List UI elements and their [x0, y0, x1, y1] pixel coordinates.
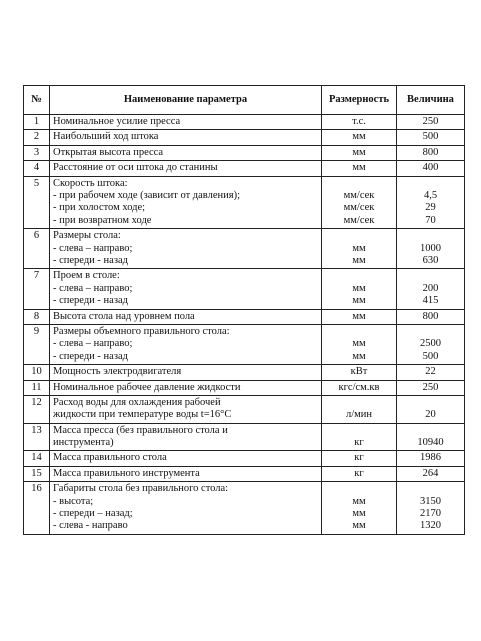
value-line: 4,5 — [423, 190, 438, 202]
unit-cell — [322, 229, 397, 269]
table-row — [24, 466, 465, 481]
value-line: 500 — [422, 131, 439, 143]
unit-line: кВт — [350, 366, 368, 378]
parameter-name-line: Масса пресса (без правильного стола и — [53, 424, 228, 436]
parameter-name-line: Номинальное усилие пресса — [53, 116, 181, 127]
unit-cell — [322, 309, 397, 324]
parameter-name-line: - при холостом ходе; — [53, 202, 146, 214]
table-row — [24, 229, 465, 269]
unit-line: мм — [352, 310, 366, 322]
parameter-name-cell — [50, 482, 322, 535]
row-number: 3 — [24, 145, 50, 160]
table-row — [24, 176, 465, 229]
table-row — [24, 115, 465, 130]
parameter-name-line: жидкости при температуре воды t=16°С — [53, 409, 232, 421]
value-line: 250 — [422, 116, 439, 127]
row-number: 8 — [24, 309, 50, 324]
value-cell — [397, 324, 465, 364]
parameter-name-line: Открытая высота пресса — [53, 146, 164, 158]
value-line: 415 — [422, 295, 439, 307]
value-line: 500 — [422, 350, 439, 362]
table-row — [24, 395, 465, 423]
table-row — [24, 423, 465, 451]
parameter-name-line: - слева – направо; — [53, 242, 133, 254]
parameter-name-line: Расход воды для охлаждения рабочей — [53, 396, 221, 408]
parameter-name-line: Наибольший ход штока — [53, 131, 159, 143]
value-cell — [397, 451, 465, 466]
value-cell — [397, 269, 465, 309]
value-line: 3150 — [420, 495, 441, 507]
parameter-name-line: - спереди – назад; — [53, 508, 133, 520]
unit-line — [325, 230, 393, 242]
unit-line: мм — [352, 295, 366, 307]
value-line: 630 — [422, 254, 439, 266]
value-line — [400, 230, 461, 242]
unit-line: мм — [352, 146, 366, 158]
header-parameter-name: Наименование параметра — [50, 86, 322, 115]
value-cell — [397, 380, 465, 395]
unit-cell — [322, 466, 397, 481]
row-number: 14 — [24, 451, 50, 466]
parameter-name-line: Масса правильного стола — [53, 452, 167, 464]
header-unit: Размерность — [322, 86, 397, 115]
value-line: 20 — [425, 409, 436, 421]
unit-cell — [322, 423, 397, 451]
parameter-name-cell — [50, 451, 322, 466]
value-cell — [397, 130, 465, 145]
parameter-name-line: - слева - направо — [53, 520, 128, 532]
parameter-name-cell — [50, 229, 322, 269]
row-number: 10 — [24, 365, 50, 380]
table-row — [24, 380, 465, 395]
value-line — [400, 483, 461, 495]
value-cell — [397, 229, 465, 269]
parameter-name-line: Расстояние от оси штока до станины — [53, 162, 218, 174]
parameter-name-line: Скорость штока: — [53, 177, 128, 189]
row-number: 5 — [24, 176, 50, 229]
header-value: Величина — [397, 86, 465, 115]
parameter-name-line: Мощность электродвигателя — [53, 366, 182, 378]
row-number: 16 — [24, 482, 50, 535]
unit-cell — [322, 145, 397, 160]
value-cell — [397, 482, 465, 535]
value-cell — [397, 423, 465, 451]
parameter-name-cell — [50, 161, 322, 176]
parameter-name-line: Номинальное рабочее давление жидкости — [53, 381, 241, 393]
table-body — [24, 115, 465, 535]
header-number: № — [24, 86, 50, 115]
parameter-name-line: Размеры объемного правильного стола: — [53, 325, 230, 337]
table-row — [24, 482, 465, 535]
value-cell — [397, 395, 465, 423]
row-number: 6 — [24, 229, 50, 269]
parameter-name-cell — [50, 423, 322, 451]
value-line: 1000 — [420, 242, 441, 254]
value-line — [400, 178, 461, 190]
value-cell — [397, 466, 465, 481]
row-number: 7 — [24, 269, 50, 309]
parameter-name-cell — [50, 466, 322, 481]
value-cell — [397, 145, 465, 160]
value-line — [400, 270, 461, 282]
table-header-row — [24, 86, 465, 115]
unit-cell — [322, 395, 397, 423]
parameter-name-cell — [50, 365, 322, 380]
unit-line — [325, 326, 393, 338]
unit-line: мм — [352, 162, 366, 174]
row-number: 4 — [24, 161, 50, 176]
value-cell — [397, 161, 465, 176]
parameter-name-line: Размеры стола: — [53, 230, 121, 242]
value-cell — [397, 115, 465, 130]
unit-line — [325, 397, 393, 409]
unit-cell — [322, 365, 397, 380]
parameter-name-cell — [50, 115, 322, 130]
row-number: 2 — [24, 130, 50, 145]
value-line — [400, 326, 461, 338]
value-line — [400, 425, 461, 437]
unit-line — [325, 270, 393, 282]
row-number: 15 — [24, 466, 50, 481]
parameter-name-cell — [50, 395, 322, 423]
unit-line: мм — [352, 242, 366, 254]
value-line: 29 — [425, 202, 436, 214]
unit-line: т.с. — [352, 116, 366, 127]
unit-line: мм — [352, 282, 366, 294]
row-number: 1 — [24, 115, 50, 130]
parameter-name-cell — [50, 269, 322, 309]
unit-line: мм — [352, 350, 366, 362]
parameters-table — [23, 85, 465, 535]
parameter-name-line: Габариты стола без правильного стола: — [53, 483, 229, 495]
unit-cell — [322, 115, 397, 130]
value-line: 2170 — [420, 508, 441, 520]
table-row — [24, 269, 465, 309]
parameter-name-line: - слева – направо; — [53, 338, 133, 350]
unit-line: мм/сек — [343, 214, 375, 226]
unit-cell — [322, 161, 397, 176]
value-line: 200 — [422, 282, 439, 294]
row-number: 13 — [24, 423, 50, 451]
parameter-name-cell — [50, 380, 322, 395]
value-line: 800 — [422, 146, 439, 158]
value-line: 70 — [425, 214, 436, 226]
parameter-name-line: Высота стола над уровнем пола — [53, 310, 195, 322]
row-number: 11 — [24, 380, 50, 395]
table-row — [24, 161, 465, 176]
unit-line: кг — [354, 437, 364, 449]
value-line: 22 — [425, 366, 436, 378]
row-number: 12 — [24, 395, 50, 423]
unit-line: мм/сек — [343, 190, 375, 202]
parameter-name-line: - спереди - назад — [53, 350, 128, 362]
unit-cell — [322, 269, 397, 309]
value-line: 1320 — [420, 520, 441, 532]
table-row — [24, 130, 465, 145]
parameter-name-line: - при возвратном ходе — [53, 214, 152, 226]
unit-cell — [322, 130, 397, 145]
unit-line: мм — [352, 338, 366, 350]
table-row — [24, 365, 465, 380]
value-cell — [397, 365, 465, 380]
value-line: 264 — [422, 467, 439, 479]
parameter-name-line: - слева – направо; — [53, 282, 133, 294]
row-number: 9 — [24, 324, 50, 364]
unit-cell — [322, 482, 397, 535]
table-row — [24, 309, 465, 324]
value-line: 250 — [422, 381, 439, 393]
parameter-name-line: инструмента) — [53, 437, 114, 449]
value-cell — [397, 176, 465, 229]
unit-cell — [322, 176, 397, 229]
parameter-name-cell — [50, 324, 322, 364]
value-line: 800 — [422, 310, 439, 322]
unit-line: кг — [354, 452, 364, 464]
unit-line: мм — [352, 131, 366, 143]
value-cell — [397, 309, 465, 324]
table-row — [24, 145, 465, 160]
unit-line — [325, 483, 393, 495]
value-line: 400 — [422, 162, 439, 174]
parameter-name-line: - спереди - назад — [53, 295, 128, 307]
parameter-name-cell — [50, 130, 322, 145]
parameter-name-line: Масса правильного инструмента — [53, 467, 200, 479]
parameter-name-line: - высота; — [53, 495, 94, 507]
value-line: 10940 — [417, 437, 444, 449]
table-row — [24, 324, 465, 364]
parameter-name-cell — [50, 145, 322, 160]
unit-line: мм — [352, 254, 366, 266]
parameter-name-line: - при рабочем ходе (зависит от давления); — [53, 190, 241, 202]
unit-cell — [322, 451, 397, 466]
parameter-name-cell — [50, 309, 322, 324]
value-line — [400, 397, 461, 409]
unit-line — [325, 425, 393, 437]
unit-line: мм — [352, 495, 366, 507]
unit-cell — [322, 324, 397, 364]
unit-line: мм/сек — [343, 202, 375, 214]
unit-line: мм — [352, 508, 366, 520]
unit-cell — [322, 380, 397, 395]
parameter-name-line: - спереди - назад — [53, 254, 128, 266]
unit-line: л/мин — [345, 409, 373, 421]
unit-line: кгс/см.кв — [338, 381, 380, 393]
unit-line: кг — [354, 467, 364, 479]
unit-line: мм — [352, 520, 366, 532]
parameter-name-line: Проем в столе: — [53, 270, 120, 282]
table-row — [24, 451, 465, 466]
unit-line — [325, 178, 393, 190]
value-line: 1986 — [420, 452, 441, 464]
parameter-name-cell — [50, 176, 322, 229]
value-line: 2500 — [420, 338, 441, 350]
